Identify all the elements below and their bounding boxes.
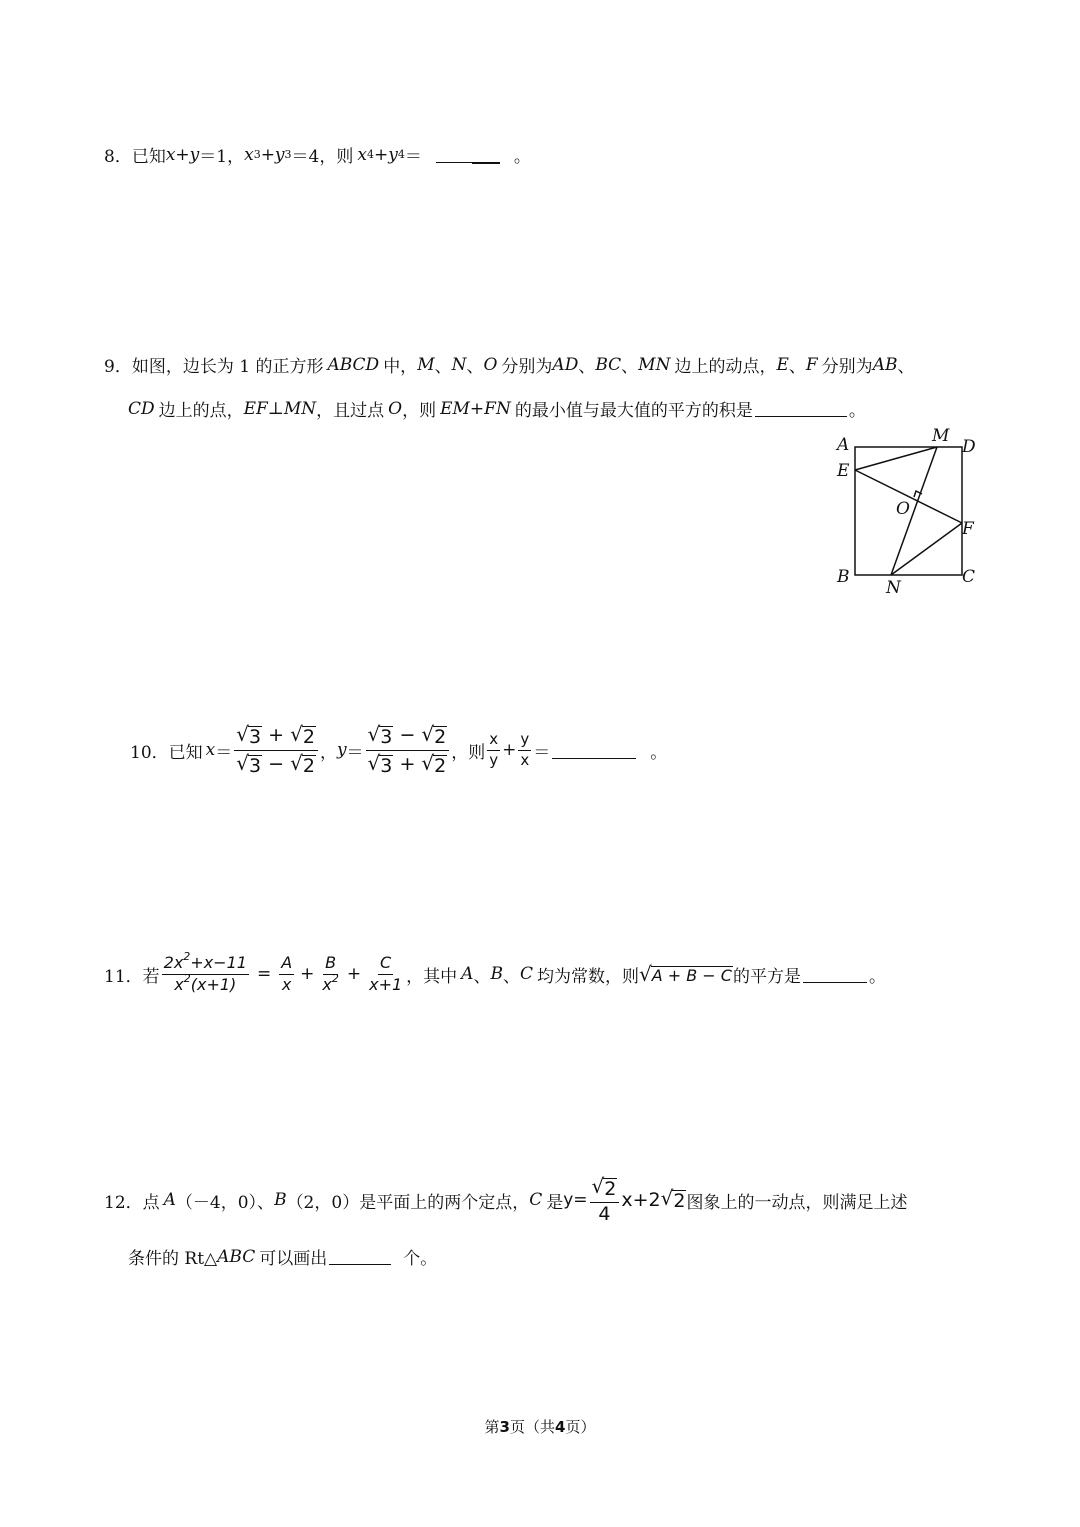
q11-frac-b	[320, 955, 340, 994]
q8-answer-blank-b	[472, 146, 500, 164]
q9-mn2: MN	[283, 398, 317, 419]
label-b: B	[837, 567, 850, 587]
q11-sep2: 、	[502, 966, 520, 987]
q8-val1: ＝1，	[199, 147, 245, 167]
q11-c: C	[378, 955, 393, 975]
q10-fy2: y	[518, 732, 531, 751]
q10-eq2: ＝	[346, 742, 364, 763]
q9-bc: BC	[595, 354, 622, 375]
q9-text-c: 分别为	[501, 357, 553, 377]
label-d: D	[962, 437, 976, 457]
q11-plus1: +	[300, 964, 315, 985]
question-8: 8． 已知 x+y ＝1， x 3 +y 3 ＝4，则 x 4 +y 4 ＝ 。	[104, 142, 531, 167]
question-12-line2	[128, 1244, 437, 1269]
q9-cd: CD	[128, 398, 155, 419]
footer-total: 4	[555, 1418, 566, 1436]
question-9-line2	[128, 396, 866, 421]
q11-text2: 均为常数，则	[536, 966, 639, 987]
q11-numer: 2x	[163, 953, 184, 972]
q10-answer-blank	[552, 742, 636, 759]
q9-text-h: ，则	[402, 401, 437, 421]
q12-c: C	[529, 1190, 543, 1211]
q10-y-fraction: √ 3 − √ 2 √ 3 + √ 2	[366, 724, 450, 777]
q10-eq1: ＝	[215, 742, 233, 763]
q10-fx: x	[487, 732, 500, 751]
q11-text3: 的平方是	[732, 966, 801, 987]
q10-yn-op: −	[399, 724, 416, 746]
q10-y: y	[336, 740, 347, 761]
footer-post: 页）	[565, 1418, 596, 1436]
q9-sep6: 、	[897, 357, 915, 377]
q11-end: 。	[868, 966, 886, 987]
label-f: F	[962, 519, 974, 539]
q12-r2b: 2	[673, 1190, 686, 1213]
q10-then: ，则	[451, 742, 486, 763]
q11-eq: =	[256, 964, 272, 985]
q12-line2-a: 条件的 Rt△	[128, 1249, 218, 1269]
q9-text-b: 中，	[383, 357, 418, 377]
q10-number: 10．已知	[130, 742, 203, 763]
q12-bpt: （2，0）是平面上的两个定点，	[286, 1192, 530, 1213]
q12-xplus: x+2	[621, 1189, 661, 1212]
q11-a: A	[279, 955, 294, 975]
q10-yd-r3: 3	[380, 754, 393, 777]
q11-B2: B	[490, 964, 503, 985]
q12-four: 4	[598, 1202, 611, 1225]
q9-abcd: ABCD	[327, 354, 380, 375]
q11-frac-c	[367, 955, 404, 994]
q12-number: 12．点	[104, 1192, 160, 1213]
q12-r2a: 2	[604, 1178, 617, 1200]
q8-val3: ＝	[404, 147, 422, 167]
q10-y-over-x	[518, 732, 531, 769]
q9-end: 。	[848, 401, 866, 421]
q10-fy: y	[489, 750, 499, 769]
q9-m: M	[417, 354, 435, 375]
q10-comma: ，	[319, 742, 337, 763]
q9-sep4: 、	[621, 357, 639, 377]
q9-text-f: 边上的点，	[158, 401, 244, 421]
q11-plus2: +	[346, 964, 362, 985]
q8-expr3b: +y	[373, 144, 398, 165]
q10-yn-r2: 2	[434, 726, 447, 748]
q10-x: x	[205, 740, 216, 761]
q8-expr1: x+y	[165, 144, 200, 165]
q10-end: 。	[650, 742, 668, 763]
q12-yeq: y=	[563, 1190, 588, 1211]
q11-dx2: x	[322, 974, 332, 994]
q8-expr2b: +y	[260, 144, 285, 165]
q12-answer-blank	[329, 1248, 391, 1265]
q11-b: B	[323, 955, 338, 975]
label-o: O	[896, 499, 910, 519]
segment-nf	[891, 523, 962, 575]
q10-xn-r2: 2	[302, 726, 315, 748]
q9-mn: MN	[638, 354, 671, 375]
q11-C2: C	[519, 964, 533, 985]
q12-a: A	[163, 1190, 176, 1211]
q10-x-fraction: √ 3 + √ 2 √ 3 − √ 2	[234, 724, 318, 777]
q10-xd-r2: 2	[302, 754, 315, 777]
q12-slope-fraction: √ 2 4	[590, 1176, 620, 1225]
label-a: A	[837, 435, 850, 455]
q9-sep1: 、	[434, 357, 452, 377]
q10-fx2: x	[520, 750, 530, 769]
q11-dx2-sq: 2	[331, 971, 339, 985]
label-n: N	[886, 578, 901, 598]
page-footer	[0, 1416, 1080, 1437]
segment-em	[855, 447, 937, 470]
q9-text-g: ，且过点	[316, 401, 385, 421]
q11-dx1: x+1	[369, 974, 403, 994]
q9-sep3: 、	[578, 357, 596, 377]
q10-eq3: ＝	[533, 742, 551, 763]
q9-f: F	[805, 354, 818, 375]
q11-answer-blank	[803, 966, 867, 983]
q11-text1: ，其中	[406, 966, 458, 987]
label-m: M	[932, 426, 950, 446]
q12-radical: √ 2	[660, 1186, 686, 1213]
q11-sep1: 、	[473, 966, 491, 987]
q10-yn-r3: 3	[380, 726, 393, 748]
q8-expr2a: x	[244, 144, 254, 165]
q11-radarg: A + B − C	[651, 966, 732, 985]
q9-o2: O	[388, 398, 403, 419]
q9-ad: AD	[552, 354, 579, 375]
q9-sep2: 、	[466, 357, 484, 377]
question-9-line1	[104, 352, 914, 377]
q11-numer-rest: +x−11	[190, 953, 247, 972]
q12-is: 是	[546, 1192, 564, 1213]
q11-number: 11．若	[104, 966, 160, 987]
q8-answer-blank-a	[436, 146, 472, 163]
q9-ef: EF	[243, 398, 268, 419]
q8-end: 。	[513, 147, 531, 167]
label-e: E	[837, 461, 850, 481]
footer-mid: 页（共	[509, 1418, 555, 1436]
q9-n: N	[451, 354, 467, 375]
q10-xd-r3: 3	[248, 754, 262, 777]
q9-text-i: 的最小值与最大值的平方的积是	[514, 401, 753, 421]
q11-numer-sq: 2	[183, 950, 191, 963]
footer-pre: 第	[484, 1418, 500, 1436]
q12-apt: （－4，0）、	[175, 1192, 275, 1213]
question-12-line1	[104, 1176, 907, 1225]
q10-xn-r3: 3	[248, 726, 262, 748]
q9-answer-blank	[755, 400, 847, 417]
q9-e: E	[776, 354, 789, 375]
footer-page: 3	[499, 1418, 510, 1436]
q8-number: 8．	[104, 147, 132, 167]
q9-text-e: 分别为	[821, 357, 873, 377]
q11-dx: x	[281, 974, 292, 994]
q9-square-figure	[830, 425, 980, 600]
q8-expr3a: x	[357, 144, 367, 165]
q9-text-d: 边上的动点，	[674, 357, 777, 377]
q12-text1: 图象上的一动点，则满足上述	[686, 1192, 908, 1213]
q11-frac-a	[279, 955, 294, 994]
q9-sep5: 、	[788, 357, 806, 377]
q12-abc: ABC	[217, 1246, 256, 1267]
q10-xd-op: −	[268, 752, 285, 775]
q10-yd-op: +	[399, 752, 416, 775]
question-10	[130, 724, 667, 777]
q11-A2: A	[461, 964, 474, 985]
q9-o: O	[483, 354, 498, 375]
q12-line2-b: 可以画出	[259, 1249, 328, 1269]
q9-emfn: EM+FN	[440, 398, 511, 419]
q8-val2: ＝4，则	[291, 147, 354, 167]
q12-end: 个。	[403, 1249, 438, 1269]
label-c: C	[962, 567, 976, 587]
q8-pre: 已知	[131, 147, 166, 167]
q9-ab: AB	[872, 354, 898, 375]
q11-radical: √ A + B − C	[638, 962, 732, 986]
q11-den-b: (x+1)	[190, 974, 237, 994]
q10-xn-op: +	[268, 724, 285, 746]
q9-perp: ⊥	[267, 398, 284, 419]
q11-den-a: x	[174, 974, 184, 994]
q12-b: B	[274, 1190, 287, 1211]
question-11	[104, 950, 886, 994]
q11-den-sq: 2	[183, 971, 191, 985]
q10-plus: +	[502, 740, 517, 761]
q9-text-a: 如图，边长为 1 的正方形	[131, 357, 324, 377]
q10-x-over-y	[487, 732, 500, 769]
q9-number: 9．	[104, 357, 132, 377]
q11-main-fraction	[162, 950, 249, 994]
q10-yd-r2: 2	[434, 754, 447, 777]
